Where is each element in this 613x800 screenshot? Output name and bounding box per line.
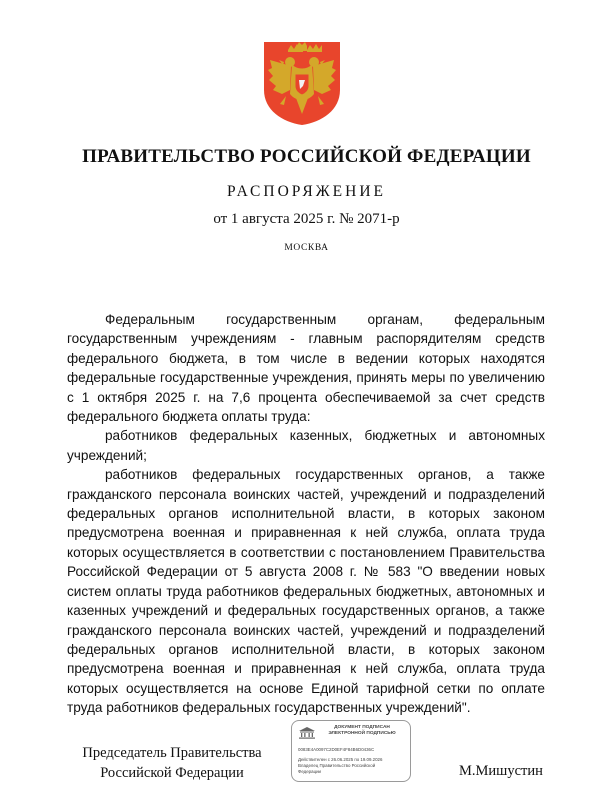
esign-owner-line: Владелец Правительство Российской [298,763,376,768]
document-body [67,310,545,718]
russian-coat-of-arms-icon [262,40,342,126]
signatory-name: М.Мишустин [459,763,543,779]
government-building-icon [298,726,316,739]
esign-validity: Действителен с 26.06.2025 по 19.09.2026 [298,757,383,762]
signatory-position-line: Российской Федерации [100,765,244,781]
esign-owner-line: Федерации [298,769,321,774]
esign-certificate: 0083E4A0097C2D0EF4F84B6D0436C [298,747,375,752]
document-date-number: от 1 августа 2025 г. № 2071-р [213,211,400,227]
signatory-position-line: Председатель Правительства [82,745,262,761]
body-paragraph: Федеральным государственным органам, федеральным государственным учреждениям - главным распорядителям средств федерального бюджета, в том числе в ведении которых находятся федеральные государственные учреждения, принять меры по увеличению с 1 октября 2025 г. на 7,6 процента обеспечиваемой за счет средств федерального бюджета оплаты труда: [67,312,545,425]
document-issuer-title: ПРАВИТЕЛЬСТВО РОССИЙСКОЙ ФЕДЕРАЦИИ [82,146,531,167]
electronic-signature-stamp [291,720,411,782]
esign-header-line: ДОКУМЕНТ ПОДПИСАН [334,725,390,730]
esign-header-line: ЭЛЕКТРОННОЙ ПОДПИСЬЮ [328,731,396,736]
esign-header [298,725,404,741]
body-paragraph: работников федеральных государственных органов, а также гражданского персонала воинских частей, учреждений и подразделений федеральных органов исполнительной власти, в которых законом предусмотрена военная и приравненная к ней служба, оплата труда которых осуществляется в соответствии с постановлением Правительства Российской Федерации от 5 августа 2008 г. № 583 "О введении новых систем оплаты труда работников федеральных бюджетных, автономных и казенных учреждений и федеральных государственных органов, а также гражданского персонала воинских частей, учреждений и подразделений федеральных органов исполнительной власти, в которых законом предусмотрена военная и приравненная к ней служба, оплата труда которых осуществляется на основе Единой тарифной сетки по оплате труда работников федеральных государственных учреждений". [67,467,545,716]
body-paragraph: работников федеральных казенных, бюджетных и автономных учреждений; [67,428,545,463]
esign-header-text [318,725,406,737]
document-city: МОСКВА [284,243,329,253]
document-type: РАСПОРЯЖЕНИЕ [227,183,386,200]
signatory-position [62,743,282,783]
